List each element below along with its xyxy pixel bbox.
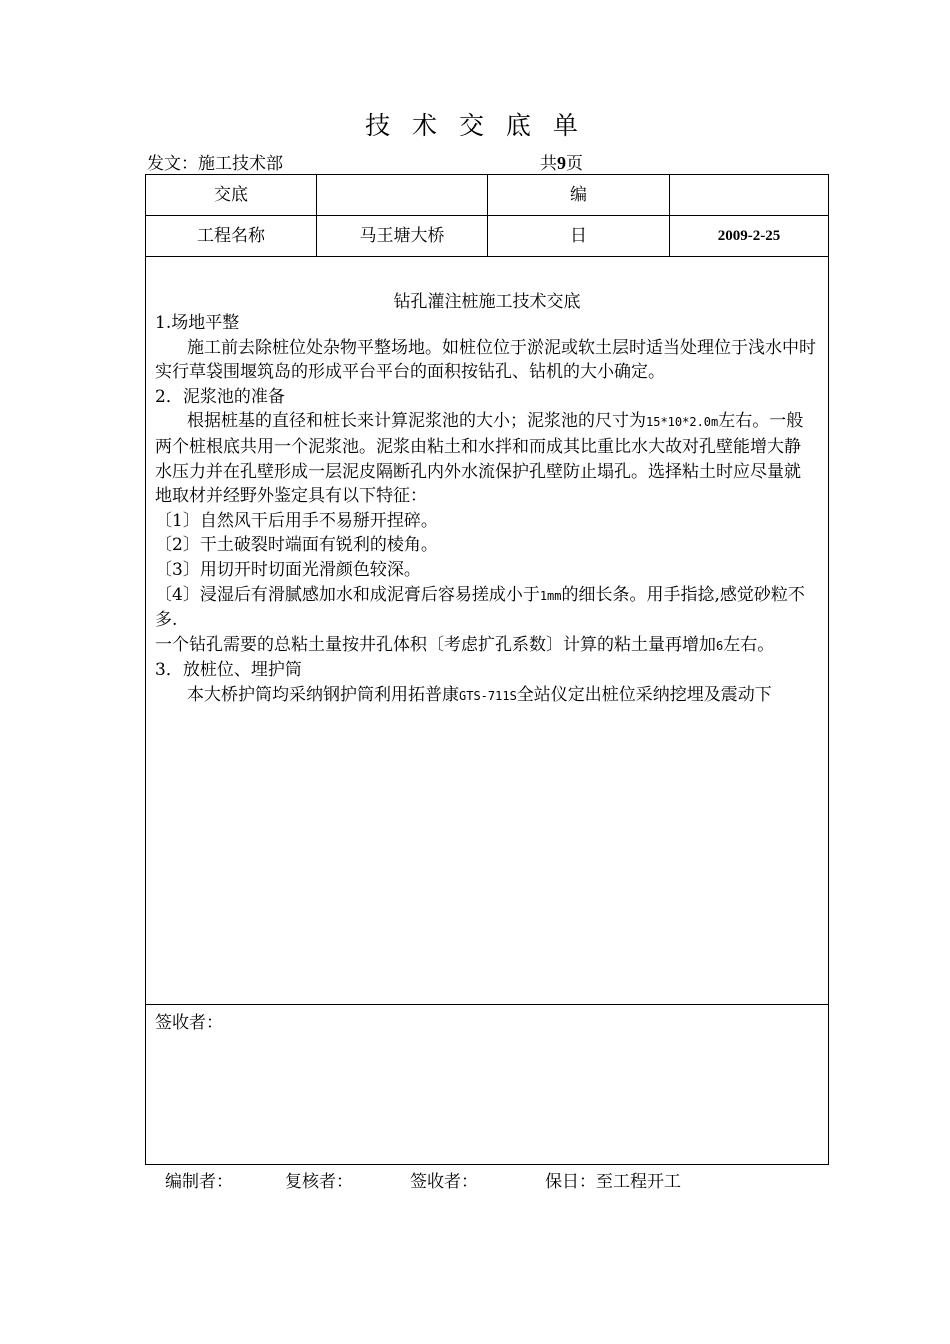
section-1-paragraph: 施工前去除桩位处杂物平整场地。如桩位位于淤泥或软土层时适当处理位于浅水中时实行草袋围堰筑岛的形成平台平台的面积按钻孔、钻机的大小确定。 bbox=[155, 337, 816, 383]
footer-retention: 保日：至工程开工 bbox=[545, 1172, 681, 1192]
cell-bian-label: 编 bbox=[570, 185, 587, 205]
list-item: 〔1〕自然风干后用手不易掰开捏碎。 bbox=[155, 510, 438, 531]
signer-label: 签收者： bbox=[155, 1013, 223, 1033]
clay-paragraph bbox=[155, 633, 817, 659]
pool-size: 15*10*2.0m bbox=[646, 415, 719, 430]
cell-date-label: 日 bbox=[570, 226, 587, 246]
clay-increase: 6 bbox=[716, 638, 724, 653]
instrument-model: GTS-711S bbox=[459, 688, 517, 703]
signer-divider bbox=[146, 1004, 828, 1005]
section-1-heading: 1.场地平整 bbox=[155, 313, 240, 333]
section-2-paragraph-b: 左右。一般两个桩根底共用一个泥浆池。泥浆由粘土和水拌和而成其比重比水大故对孔壁能增大静水压力并在孔壁形成一层泥皮隔断孔内外水流保护孔壁防止塌孔。选择粘土时应尽量就地取材并经野外鉴定具有以下特征： bbox=[155, 411, 804, 507]
document-title: 技 术 交 底 单 bbox=[365, 111, 585, 140]
page-count bbox=[540, 149, 583, 174]
section-2-paragraph-a: 根据桩基的直径和桩长来计算泥浆池的大小；泥浆池的尺寸为 bbox=[187, 411, 646, 432]
document-frame bbox=[145, 174, 829, 1165]
list-item-4-b: 的细长条。用手指捻,感觉砂粒不多. bbox=[155, 584, 805, 631]
section-3-paragraph bbox=[155, 683, 817, 709]
cell-bian-value bbox=[670, 175, 828, 215]
page-count-number: 9 bbox=[557, 153, 566, 173]
cell-project-name: 马王塘大桥 bbox=[359, 226, 445, 246]
section-2-paragraph bbox=[155, 409, 817, 508]
section-3-paragraph-a: 本大桥护筒均采纳钢护筒利用拓普康 bbox=[187, 684, 459, 705]
page-count-suffix: 页 bbox=[566, 154, 583, 174]
cell-jiaodi-value bbox=[317, 175, 487, 215]
section-3-heading: 3．放桩位、埋护筒 bbox=[155, 660, 302, 681]
strip-size: 1mm bbox=[539, 588, 562, 603]
list-item: 〔2〕干土破裂时端面有锐利的棱角。 bbox=[155, 535, 438, 556]
footer-reviewer: 复核者： bbox=[285, 1172, 353, 1192]
section-2-heading: 2．泥浆池的准备 bbox=[155, 386, 285, 407]
clay-paragraph-b: 左右。 bbox=[723, 634, 775, 655]
cell-date-value: 2009-2-25 bbox=[717, 228, 781, 244]
issuer-label: 发文：施工技术部 bbox=[147, 154, 283, 174]
cell-project-label: 工程名称 bbox=[197, 226, 265, 246]
content-body bbox=[155, 311, 817, 709]
footer-compiler: 编制者： bbox=[165, 1172, 233, 1192]
content-title: 钻孔灌注桩施工技术交底 bbox=[393, 292, 581, 312]
page-count-prefix: 共 bbox=[540, 154, 557, 174]
footer-receiver: 签收者： bbox=[410, 1172, 478, 1192]
list-item-4-a: 〔4〕浸湿后有滑腻感加水和成泥膏后容易搓成小于 bbox=[155, 584, 540, 605]
section-3-paragraph-b: 全站仪定出桩位采纳挖埋及震动下 bbox=[516, 684, 772, 705]
list-item: 〔3〕用切开时切面光滑颜色较深。 bbox=[155, 559, 421, 580]
cell-jiaodi-label: 交底 bbox=[214, 185, 248, 205]
clay-paragraph-a: 一个钻孔需要的总粘土量按井孔体积〔考虑扩孔系数〕计算的粘土量再增加 bbox=[155, 634, 716, 655]
list-item bbox=[155, 583, 817, 633]
